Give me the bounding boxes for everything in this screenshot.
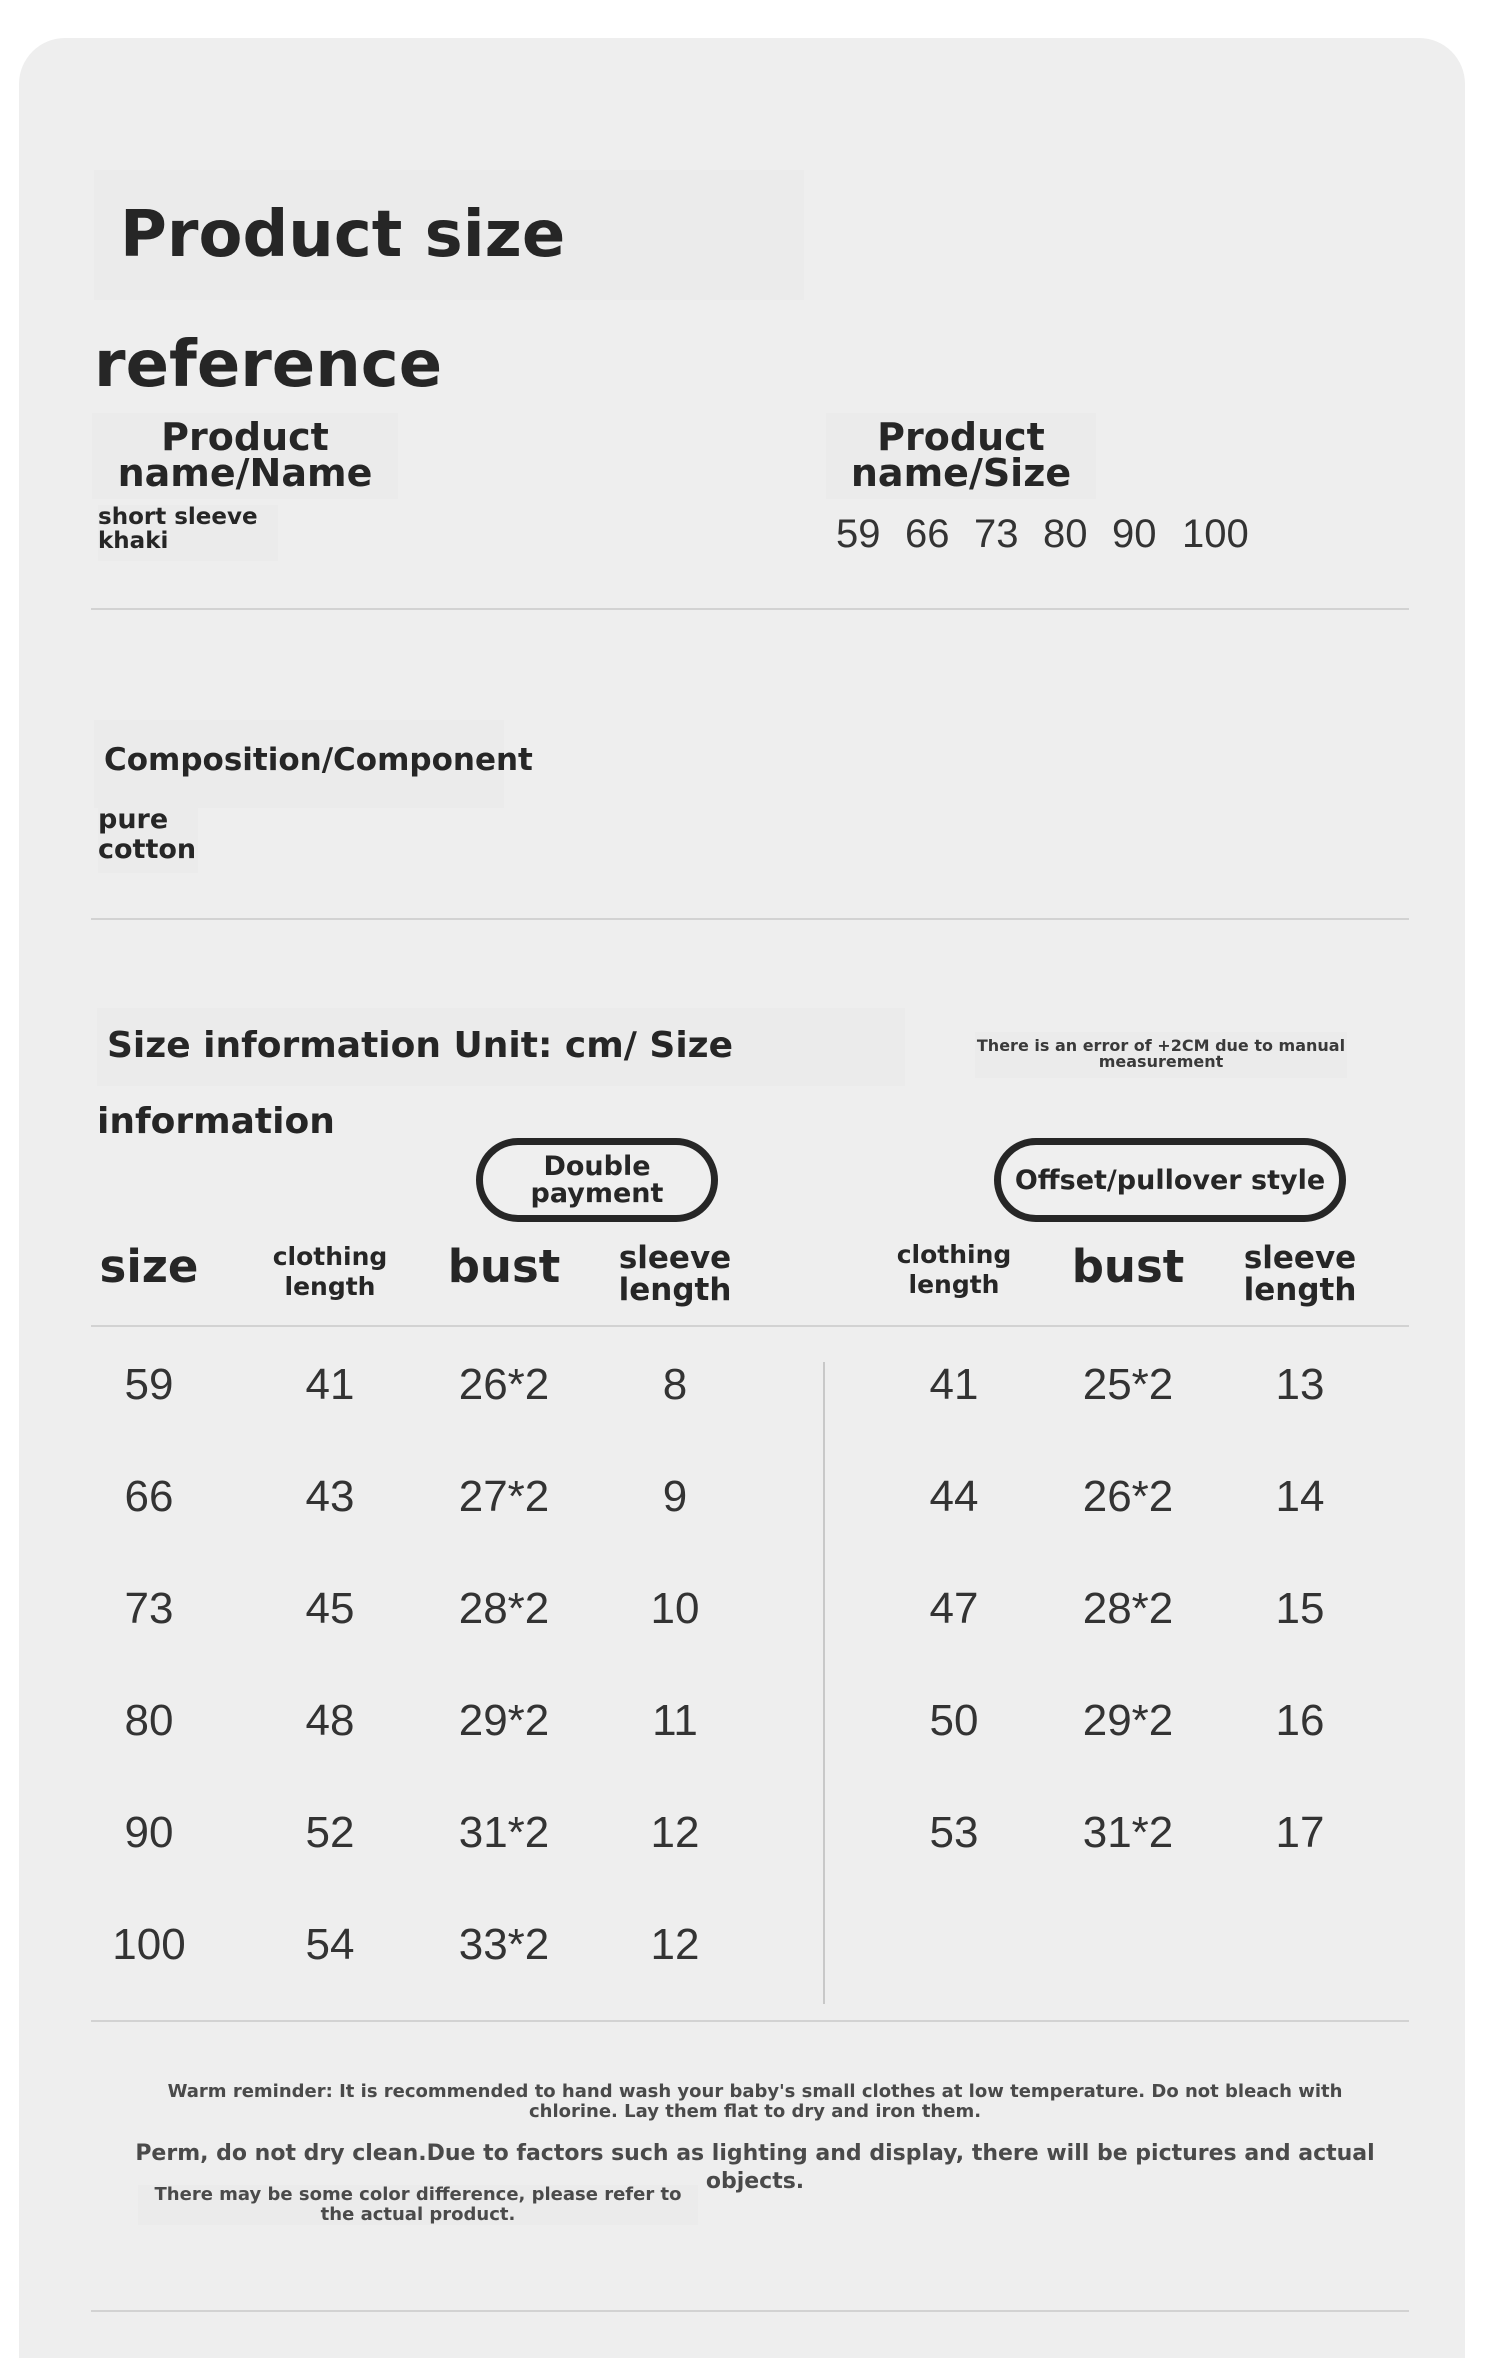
- clothing-length-cell: 48: [305, 1696, 355, 1745]
- offset-clothing-length-cell: 53: [929, 1808, 979, 1857]
- product-name-heading: Product name/Name: [92, 413, 398, 499]
- size-cell: 66: [124, 1472, 174, 1521]
- size-cell: 73: [124, 1584, 174, 1633]
- double-payment-text: Double payment: [530, 1151, 664, 1209]
- offset-clothing-length-cell: 50: [929, 1696, 979, 1745]
- clothing-length-cell: 45: [305, 1584, 355, 1633]
- sleeve-length-cell: 9: [662, 1472, 688, 1521]
- header-sleeve-length-offset: sleeve length: [1243, 1240, 1357, 1308]
- sleeve-length-cell: 8: [662, 1360, 688, 1409]
- size-option: 73: [974, 512, 1019, 556]
- offset-sleeve-length-cell: 14: [1275, 1472, 1325, 1521]
- size-option: 100: [1182, 512, 1249, 556]
- clothing-length-cell: 54: [305, 1920, 355, 1969]
- color-difference-note: There may be some color difference, please refer to the actual product.: [138, 2185, 698, 2225]
- product-size-heading: Product name/Size: [826, 413, 1096, 499]
- divider: [91, 2310, 1409, 2312]
- header-clothing-length-offset: clothing length: [896, 1240, 1012, 1299]
- offset-bust-cell: 31*2: [1082, 1808, 1174, 1857]
- clothing-length-cell: 43: [305, 1472, 355, 1521]
- size-cell: 80: [124, 1696, 174, 1745]
- offset-pullover-text: Offset/pullover style: [1014, 1164, 1326, 1196]
- size-option: 90: [1112, 512, 1157, 556]
- divider: [91, 918, 1409, 920]
- divider: [91, 608, 1409, 610]
- offset-clothing-length-cell: 47: [929, 1584, 979, 1633]
- table-column-separator: [823, 1362, 825, 2004]
- sleeve-length-cell: 12: [650, 1808, 700, 1857]
- warm-reminder-note: Warm reminder: It is recommended to hand wash your baby's small clothes at low temperature. Do not bleach with chlorine. Lay them flat to dry and iron them.: [167, 2081, 1343, 2122]
- header-bust-offset: bust: [1071, 1240, 1185, 1293]
- table-header-divider: [91, 1325, 1409, 1327]
- bust-cell: 27*2: [458, 1472, 550, 1521]
- sleeve-length-cell: 11: [652, 1696, 698, 1745]
- page-title: Product size reference: [94, 170, 804, 300]
- composition-heading: Composition/Component: [94, 720, 504, 808]
- offset-bust-cell: 26*2: [1082, 1472, 1174, 1521]
- clothing-length-cell: 41: [305, 1360, 355, 1409]
- header-bust: bust: [447, 1240, 561, 1293]
- offset-clothing-length-cell: 41: [929, 1360, 979, 1409]
- size-info-heading: Size information Unit: cm/ Size information: [97, 1008, 905, 1086]
- header-sleeve-length: sleeve length: [618, 1240, 732, 1308]
- product-name-value: short sleeve khaki: [98, 505, 278, 561]
- size-cell: 100: [112, 1920, 186, 1969]
- offset-pullover-label: [994, 1138, 1346, 1222]
- product-size-list: [836, 512, 1276, 562]
- offset-sleeve-length-cell: 13: [1275, 1360, 1325, 1409]
- offset-bust-cell: 28*2: [1082, 1584, 1174, 1633]
- measurement-error-note: There is an error of +2CM due to manual measurement: [975, 1032, 1347, 1078]
- offset-sleeve-length-cell: 17: [1275, 1808, 1325, 1857]
- sleeve-length-cell: 10: [650, 1584, 700, 1633]
- double-payment-label: [476, 1138, 718, 1222]
- offset-bust-cell: 25*2: [1082, 1360, 1174, 1409]
- offset-bust-cell: 29*2: [1082, 1696, 1174, 1745]
- size-option: 80: [1043, 512, 1088, 556]
- composition-value: pure cotton: [98, 805, 198, 873]
- offset-clothing-length-cell: 44: [929, 1472, 979, 1521]
- offset-sleeve-length-cell: 16: [1275, 1696, 1325, 1745]
- header-clothing-length: clothing length: [272, 1242, 388, 1301]
- clothing-length-cell: 52: [305, 1808, 355, 1857]
- size-cell: 59: [124, 1360, 174, 1409]
- sleeve-length-cell: 12: [650, 1920, 700, 1969]
- table-bottom-divider: [91, 2020, 1409, 2022]
- size-option: 59: [836, 512, 881, 556]
- bust-cell: 33*2: [458, 1920, 550, 1969]
- bust-cell: 28*2: [458, 1584, 550, 1633]
- size-option: 66: [905, 512, 950, 556]
- offset-sleeve-length-cell: 15: [1275, 1584, 1325, 1633]
- bust-cell: 29*2: [458, 1696, 550, 1745]
- size-cell: 90: [124, 1808, 174, 1857]
- header-size: size: [99, 1240, 199, 1293]
- perm-note: Perm, do not dry clean.Due to factors such as lighting and display, there will be pictures and actual objects.: [135, 2141, 1375, 2194]
- bust-cell: 31*2: [458, 1808, 550, 1857]
- bust-cell: 26*2: [458, 1360, 550, 1409]
